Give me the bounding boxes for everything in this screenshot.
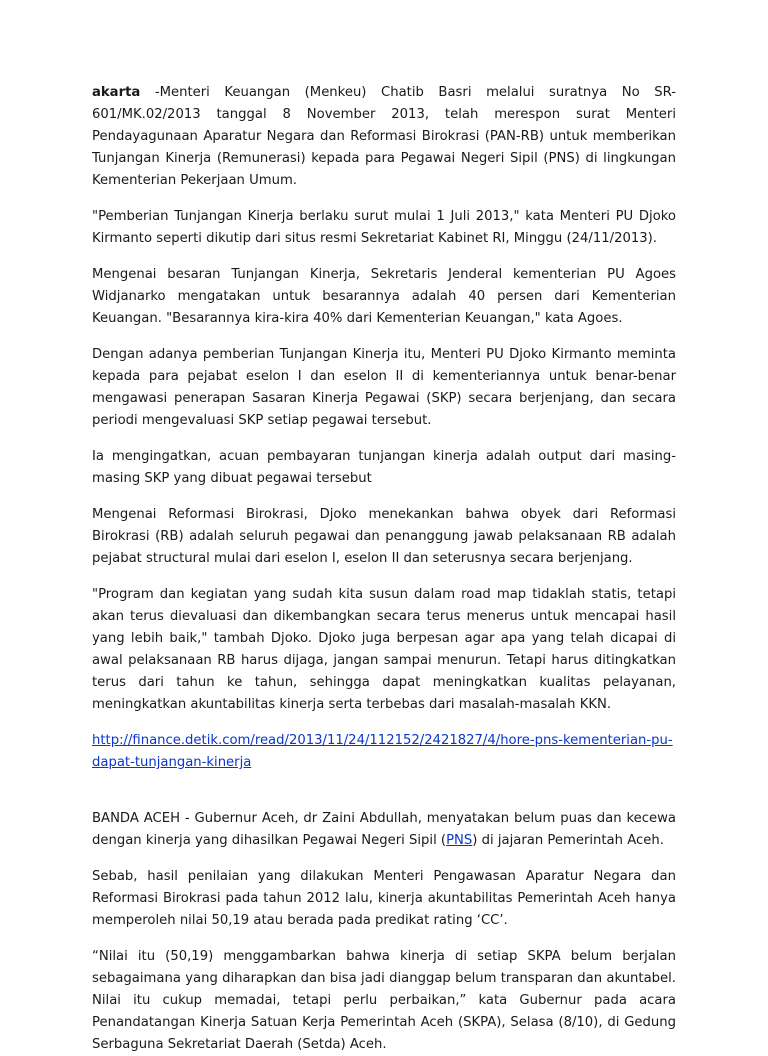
source-link-line-1: http://finance.detik.com/read/2013/11/24/112152/2421827/4/hore-pns-kementerian-pu- bbox=[92, 733, 673, 748]
source-link-line-2: dapat-tunjangan-kinerja bbox=[92, 755, 252, 770]
pns-link[interactable]: PNS bbox=[446, 833, 473, 848]
source-link-paragraph bbox=[92, 730, 676, 774]
article-two-paragraph-2: Sebab, hasil penilaian yang dilakukan Menteri Pengawasan Aparatur Negara dan Reformasi Birokrasi pada tahun 2012 lalu, kinerja akuntabilitas Pemerintah Aceh hanya memperoleh nilai 50,19 atau berada pada predikat rating ‘CC’. bbox=[92, 869, 676, 928]
article-one-paragraph-3: Mengenai besaran Tunjangan Kinerja, Sekretaris Jenderal kementerian PU Agoes Widjanarko mengatakan untuk besarannya adalah 40 persen dari Kementerian Keuangan. "Besarannya kira-kira 40% dari Kementerian Keuangan," kata Agoes. bbox=[92, 267, 676, 326]
source-link[interactable] bbox=[92, 733, 673, 770]
article-one-lead: akarta bbox=[92, 85, 141, 100]
section-spacer bbox=[92, 774, 676, 808]
article-one-paragraph-1-text: -Menteri Keuangan (Menkeu) Chatib Basri melalui suratnya No SR-601/MK.02/2013 tanggal 8 November 2013, telah merespon surat Menteri Pendayagunaan Aparatur Negara dan Reformasi Birokrasi (PAN-RB) untuk memberikan Tunjangan Kinerja (Remunerasi) kepada para Pegawai Negeri Sipil (PNS) di lingkungan Kementerian Pekerjaan Umum. bbox=[92, 85, 676, 188]
article-two bbox=[92, 808, 676, 1056]
article-one-paragraph-7: "Program dan kegiatan yang sudah kita susun dalam road map tidaklah statis, tetapi akan terus dievaluasi dan dikembangkan secara terus menerus untuk mencapai hasil yang lebih baik," tambah Djoko. Djoko juga berpesan agar apa yang telah dicapai di awal pelaksanaan RB harus dijaga, jangan sampai menurun. Tetapi harus ditingkatkan terus dari tahun ke tahun, sehingga dapat meningkatkan kualitas pelayanan, meningkatkan akuntabilitas kinerja serta terbebas dari masalah-masalah KKN. bbox=[92, 587, 676, 712]
article-one-paragraph-2: "Pemberian Tunjangan Kinerja berlaku surut mulai 1 Juli 2013," kata Menteri PU Djoko Kirmanto seperti dikutip dari situs resmi Sekretariat Kabinet RI, Minggu (24/11/2013). bbox=[92, 209, 676, 246]
article-one bbox=[92, 82, 676, 774]
article-two-paragraph-3: “Nilai itu (50,19) menggambarkan bahwa kinerja di setiap SKPA belum berjalan sebagaimana yang diharapkan dan bisa jadi dianggap belum transparan dan akuntabel. Nilai itu cukup memadai, tetapi perlu perbaikan,” kata Gubernur pada acara Penandatangan Kinerja Satuan Kerja Pemerintah Aceh (SKPA), Selasa (8/10), di Gedung Serbaguna Sekretariat Daerah (Setda) Aceh. bbox=[92, 949, 676, 1052]
article-one-paragraph-4: Dengan adanya pemberian Tunjangan Kinerja itu, Menteri PU Djoko Kirmanto meminta kepada para pejabat eselon I dan eselon II di kementeriannya untuk benar-benar mengawasi penerapan Sasaran Kinerja Pegawai (SKP) secara berjenjang, dan secara periodi mengevaluasi SKP setiap pegawai tersebut. bbox=[92, 347, 676, 428]
article-two-paragraph-1-text-before: BANDA ACEH - Gubernur Aceh, dr Zaini Abdullah, menyatakan belum puas dan kecewa dengan kinerja yang dihasilkan Pegawai Negeri Sipil ( bbox=[92, 811, 676, 848]
article-one-paragraph-6: Mengenai Reformasi Birokrasi, Djoko menekankan bahwa obyek dari Reformasi Birokrasi (RB) adalah seluruh pegawai dan penanggung jawab pelaksanaan RB adalah pejabat structural mulai dari eselon I, eselon II dan seterusnya secara berjenjang. bbox=[92, 507, 676, 566]
article-one-paragraph-5: Ia mengingatkan, acuan pembayaran tunjangan kinerja adalah output dari masing-masing SKP yang dibuat pegawai tersebut bbox=[92, 449, 676, 486]
article-two-paragraph-1-text-after: ) di jajaran Pemerintah Aceh. bbox=[472, 833, 664, 848]
article-two-paragraph-1 bbox=[92, 808, 676, 852]
article-one-paragraph-1 bbox=[92, 82, 676, 192]
